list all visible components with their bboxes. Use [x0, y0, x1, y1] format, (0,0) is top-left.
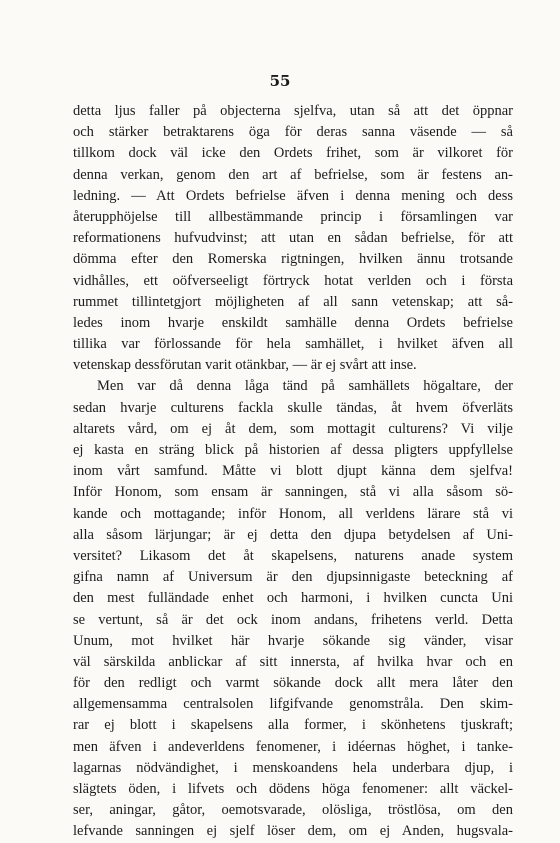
page-number: 55 — [269, 72, 291, 90]
text-line: allgemensamma centralsolen lifgifvande genomstråla. Den skim- — [73, 696, 513, 713]
text-line: slägtets öden, i lifvets och dödens höga fenomener: allt väckel- — [73, 781, 513, 797]
text-line: versitet? Likasom det åt skapelsens, naturens anade system — [73, 547, 513, 564]
text-line: för den redligt och varmt sökande dock allt mera låter den — [73, 675, 513, 692]
text-line: tillika var förlossande för hela samhället, i hvilket äfven all — [73, 336, 513, 353]
text-line: ledning. — Att Ordets befrielse äfven i denna mening och dess — [73, 187, 513, 204]
text-line: lagarnas nödvändighet, i menskoandens hela underbara djup, i — [73, 759, 513, 776]
text-line: vidhålles, ett oöfverseeligt förtryck hotat verlden och i första — [73, 272, 513, 289]
text-line: rar ej blott i skapelsens alla former, i skönhetens tjuskraft; — [73, 717, 513, 734]
text-line: och stärker betraktarens öga för deras sanna väsende — så — [73, 124, 513, 141]
text-line: dömma efter den Romerska rigtningen, hvilken ännu trotsande — [73, 251, 513, 268]
body-text — [73, 101, 513, 843]
text-line: tillkom dock väl icke den Ordets frihet, som är vilkoret för — [73, 145, 513, 162]
text-line: detta ljus faller på objecterna sjelfva, utan så att det öppnar — [73, 103, 513, 119]
text-line: gifna namn af Universum är den djupsinnigaste beteckning af — [73, 569, 513, 586]
text-line: den mest fulländade enhet och harmoni, i hvilken cuncta Uni — [73, 590, 513, 607]
text-line: ser, aningar, gåtor, oemotsvarade, olösliga, tröstlösa, om den — [73, 802, 513, 819]
text-line: lefvande sanningen ej sjelf löser dem, om ej Anden, hugsvala- — [73, 823, 513, 840]
text-line: denna verkan, genom den art af befrielse, som är festens an- — [73, 166, 513, 183]
text-line: kande och mottagande; inför Honom, all verldens lärare stå vi — [73, 505, 513, 522]
text-line: men äfven i andeverldens fenomener, i idéernas höghet, i tanke- — [73, 738, 513, 755]
text-line: vetenskap dessförutan varit otänkbar, — är ej svårt att inse. — [73, 357, 417, 374]
text-line: återupphöjelse till allbestämmande princip i församlingen var — [73, 208, 513, 225]
text-line: rummet tillintetgjort möjligheten af all sann vetenskap; att så- — [73, 293, 513, 310]
text-line: Inför Honom, som ensam är sanningen, stå vi alla såsom sö- — [73, 484, 513, 501]
text-line: se vertunt, så är det ock inom andans, frihetens verld. Detta — [73, 611, 513, 628]
text-line: Men var då denna låga tänd på samhällets högaltare, der — [97, 378, 513, 395]
text-line: Unum, mot hvilket här hvarje sökande sig vänder, visar — [73, 632, 513, 649]
text-line: inom vårt samfund. Måtte vi blott djupt känna dem sjelfva! — [73, 463, 513, 480]
text-line: väl särskilda anblickar af sitt innersta, af hvilka hvar och en — [73, 653, 513, 670]
text-line: ej kasta en sträng blick på historien af dessa pligters uppfyllelse — [73, 442, 513, 458]
text-line: reformationens hufvudvinst; att utan en sådan befrielse, för att — [73, 230, 513, 247]
text-line: ledes inom hvarje enskildt samhälle denna Ordets befrielse — [73, 314, 513, 331]
text-line: sedan hvarje culturens fackla skulle tändas, åt hvem öfverläts — [73, 399, 513, 416]
text-line: alla såsom lärjungar; är ej detta den djupa betydelsen af Uni- — [73, 526, 513, 543]
text-line: altarets vård, om ej åt dem, som mottagit culturens? Vi vilje — [73, 420, 513, 437]
